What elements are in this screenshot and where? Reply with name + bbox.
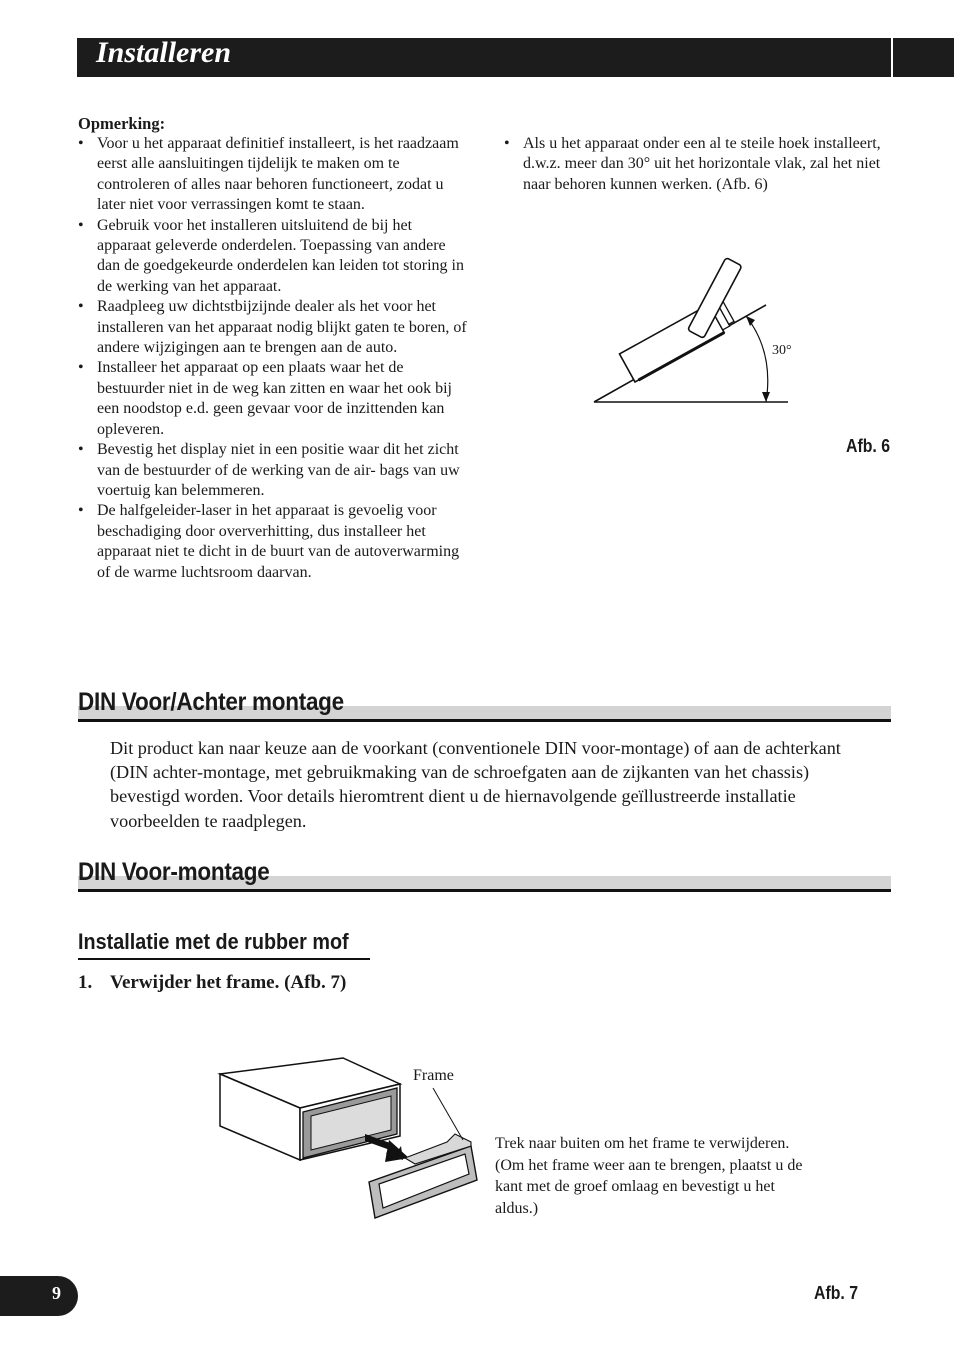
note-item: • De halfgeleider-laser in het apparaat is gevoelig voor beschadiging door oververhitting, dus installeer het apparaat niet te dicht in de buurt van de autoverwarming of de warme luchtsroom daarvan.	[78, 501, 468, 583]
page-title: Installeren	[96, 36, 232, 69]
frame-label: Frame	[413, 1067, 454, 1084]
section-title: DIN Voor/Achter montage	[78, 688, 344, 716]
note-item: • Als u het apparaat onder een al te steile hoek installeert, d.w.z. meer dan 30° uit het horizontale vlak, zal het niet naar behoren kunnen werken. (Afb. 6)	[504, 134, 890, 195]
note-item: • Installeer het apparaat op een plaats waar het de bestuurder niet in de weg kan zitten en waar het ook bij een noodstop e.d. geen gevaar voor de inzittenden kan opleveren.	[78, 358, 468, 440]
page-number: 9	[52, 1283, 61, 1303]
note-item: • Voor u het apparaat definitief installeert, is het raadzaam eerst alle aansluitingen tijdelijk te maken om te controleren of alles naar behoren functioneert, zodat u later niet voor verrassingen komt te staan.	[78, 134, 468, 216]
figure-caption-6: Afb. 6	[845, 436, 890, 456]
figure-caption-7: Afb. 7	[813, 1283, 858, 1303]
heading-rule	[78, 719, 891, 722]
page-number-tab	[0, 1276, 78, 1316]
note-list-right	[504, 134, 890, 195]
figure-7-description: Trek naar buiten om het frame te verwijderen. (Om het frame weer aan te brengen, plaatst u de kant met de groef omlaag en bevestigt u het aldus.)	[495, 1135, 803, 1217]
note-heading: Opmerking:	[78, 114, 166, 133]
step-1	[78, 972, 346, 994]
subsection-rule	[78, 958, 370, 960]
angle-illustration	[590, 232, 790, 412]
subsection-title: Installatie met de rubber mof	[78, 929, 349, 954]
section-title: DIN Voor-montage	[78, 858, 270, 886]
section-heading-din-front	[78, 858, 891, 894]
angle-label: 30°	[772, 343, 792, 358]
step-text: Verwijder het frame. (Afb. 7)	[110, 972, 347, 993]
heading-rule	[78, 889, 891, 892]
note-list-left	[78, 134, 468, 583]
note-item: • Bevestig het display niet in een positie waar dit het zicht van de bestuurder of de werking van de air- bags van uw voertuig kan belemmeren.	[78, 440, 468, 501]
section-heading-din-front-rear	[78, 688, 891, 724]
header-tab	[893, 38, 954, 77]
step-number: 1.	[78, 972, 93, 993]
note-item: • Raadpleeg uw dichtstbijzijnde dealer als het voor het installeren van het apparaat nodig blijkt gaten te boren, of andere wijzigingen aan te brengen aan de auto.	[78, 297, 468, 358]
section-body: Dit product kan naar keuze aan de voorkant (conventionele DIN voor-montage) of aan de achterkant (DIN achter-montage, met gebruikmaking van de schroefgaten aan de zijkanten van het chassis) bevestigd worden. Voor details hieromtrent dient u de hiernavolgende geïllustreerde installatie voorbeelden te raadplegen.	[110, 738, 841, 831]
note-item: • Gebruik voor het installeren uitsluitend de bij het apparaat geleverde onderdelen. Toepassing van andere dan de goedgekeurde onderdelen kan leiden tot storing in de werking van het apparaat.	[78, 216, 468, 298]
